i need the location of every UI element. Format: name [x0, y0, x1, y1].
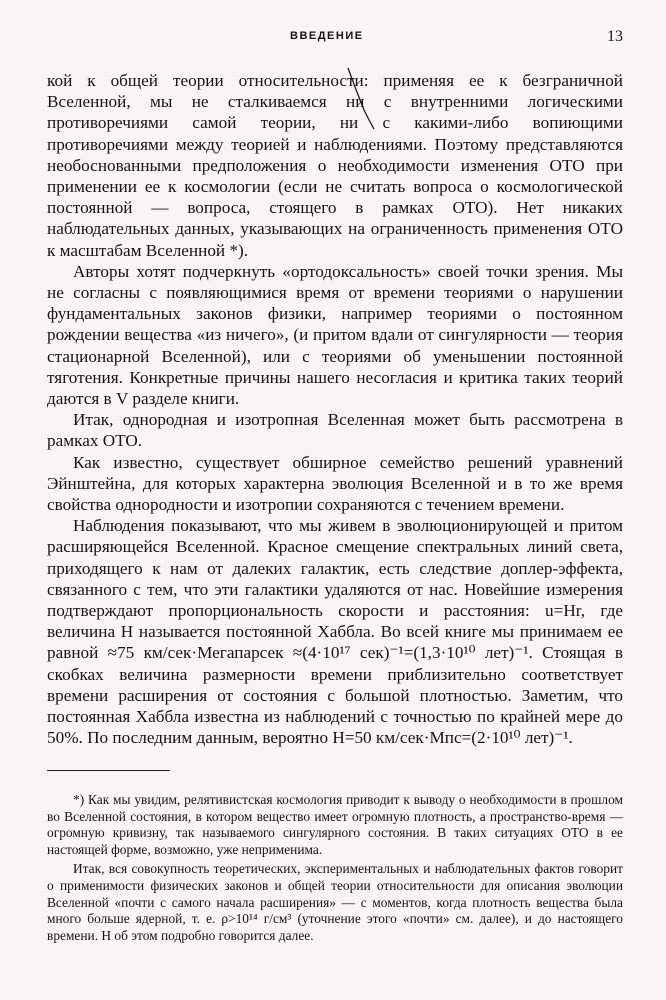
paragraph-2: Авторы хотят подчеркнуть «ортодоксальность» своей точки зрения. Мы не согласны с появляющимися время от времени теориями о нарушении фундаментальных законов физики, например теориями о постоянном рождении вещества «из ничего», (и притом вдали от сингулярности — теория стационарной Вселенной), или с теориями об уменьшении постоянной тяготения. Конкретные причины нашего несогласия и критика таких теорий даются в V разделе книги.: [47, 261, 623, 409]
paragraph-3: Итак, однородная и изотропная Вселенная может быть рассмотрена в рамках ОТО.: [47, 410, 623, 451]
footnotes: [47, 792, 623, 944]
paragraph-4: Как известно, существует обширное семейство решений уравнений Эйнштейна, для которых характерна эволюция Вселенной и в то же время свойства однородности и изотропии сохраняются с течением времени.: [47, 452, 623, 515]
page-number: 13: [607, 28, 623, 45]
running-title: ВВЕДЕНИЕ: [290, 30, 364, 42]
paragraph-1: кой к общей теории относительности: применяя ее к безграничной Вселенной, мы не сталкиваемся ни с внутренними логическими противоречиями самой теории, ни с какими-либо вопиющими противоречиями между теорией и наблюдениями. Поэтому представляются необоснованными предположения о необходимости изменения ОТО при применении ее к космологии (если не считать вопроса о космологической постоянной — вопроса, стоящего в рамках ОТО). Нет никаких наблюдательных данных, указывающих на ограниченность применения ОТО к масштабам Вселенной *).: [47, 71, 623, 260]
paragraph-5: Наблюдения показывают, что мы живем в эволюционирующей и притом расширяющейся Вселенной. Красное смещение спектральных линий света, приходящего к нам от далеких галактик, есть следствие доплер-эффекта, связанного с тем, что эти галактики удаляются от нас. Новейшие измерения подтверждают пропорциональность скорости и расстояния: u=Hr, где величина H называется постоянной Хаббла. Во всей книге мы принимаем ее равной ≈75 км/сек·Мегапарсек ≈(4·10¹⁷ сек)⁻¹=(1,3·10¹⁰ лет)⁻¹. Стоящая в скобках величина размерности времени приблизительно соответствует времени расширения от состояния с большой плотностью. Заметим, что постоянная Хаббла известна из наблюдений с точностью по крайней мере до 50%. По последним данным, вероятно H=50 км/сек·Мпс=(2·10¹⁰ лет)⁻¹.: [47, 516, 623, 748]
footnote-divider: [47, 770, 170, 771]
main-text: [47, 70, 623, 749]
footnote-1: *) Как мы увидим, релятивистская космология приводит к выводу о необходимости в прошлом во Вселенной состояния, в котором вещество имеет огромную плотность, а пространство-время — огромную кривизну, так называемого сингулярного состояния. В таких ситуациях ОТО в ее настоящей форме, возможно, уже неприменима.: [47, 792, 623, 857]
footnote-2: Итак, вся совокупность теоретических, экспериментальных и наблюдательных фактов говорит о применимости физических законов и общей теории относительности для описания эволюции Вселенной «почти с самого начала расширения» — с моментов, когда плотность вещества была много больше ядерной, т. е. ρ>10¹⁴ г/см³ (уточнение этого «почти» см. далее), и до настоящего времени. Н об этом подробно говорится далее.: [47, 861, 623, 943]
page-header: [0, 30, 666, 52]
